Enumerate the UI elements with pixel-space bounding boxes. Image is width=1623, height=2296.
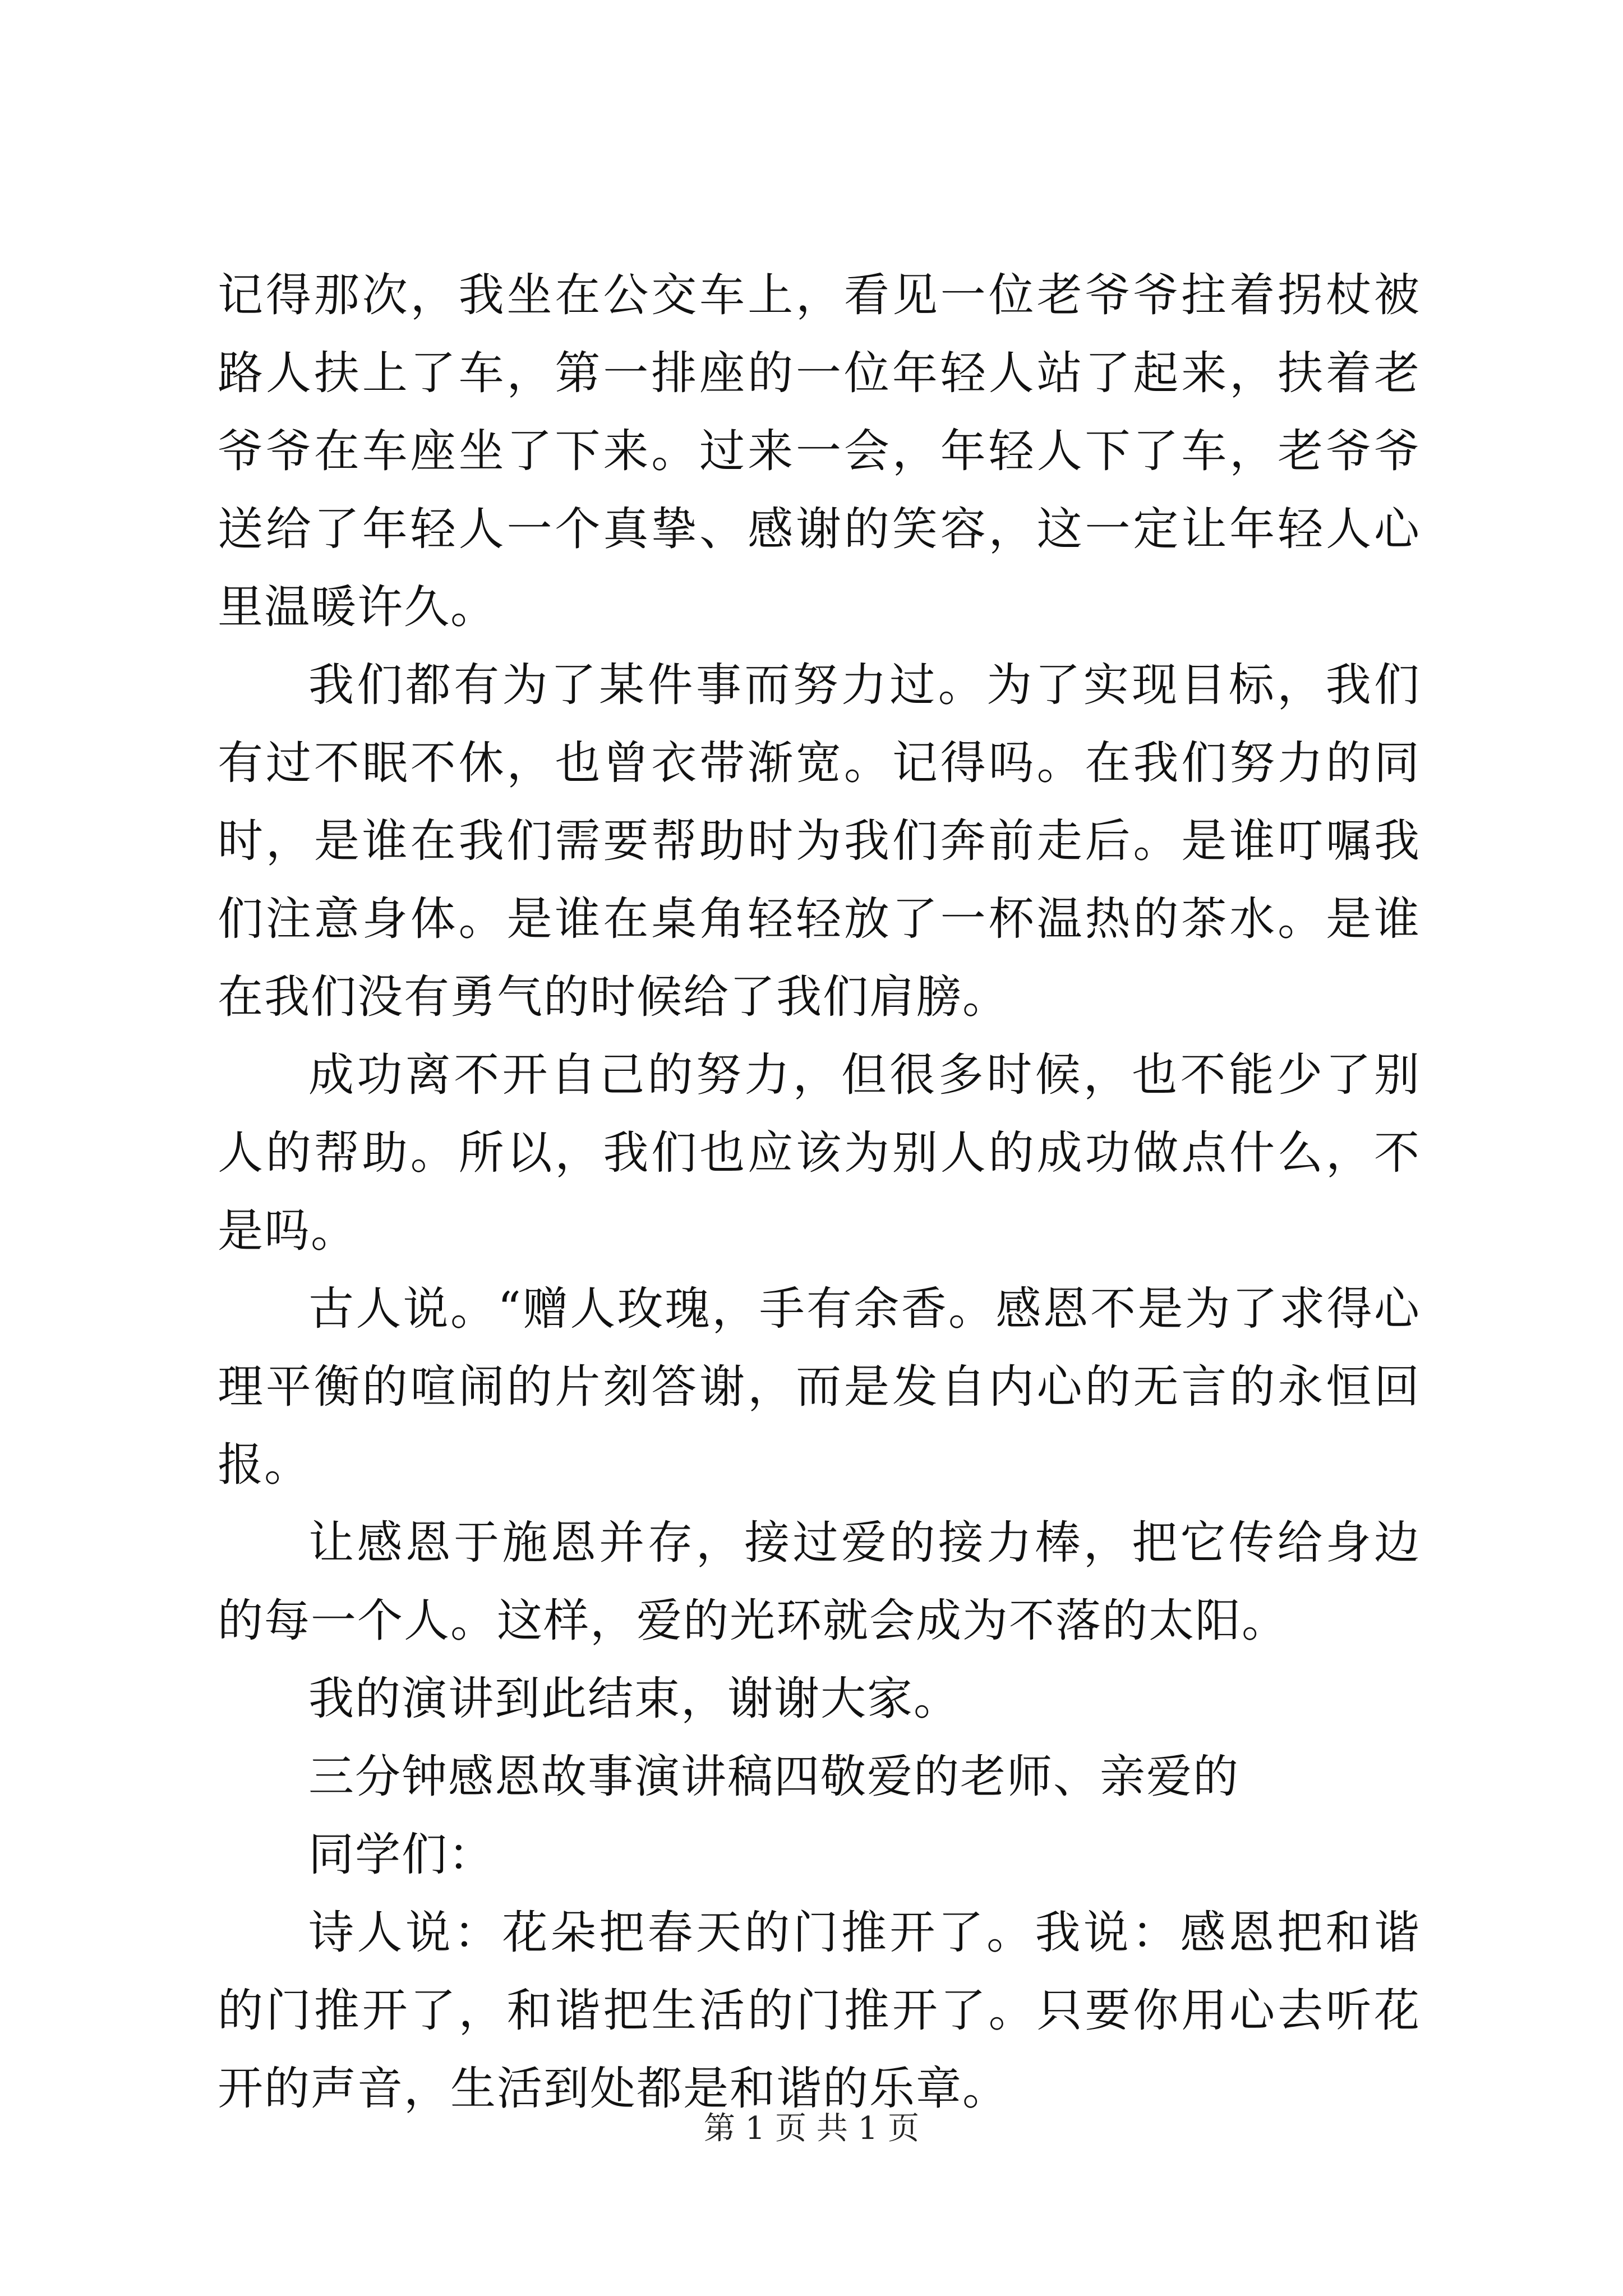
paragraph-7: 三分钟感恩故事演讲稿四敬爱的老师、亲爱的 <box>308 1751 1240 1803</box>
paragraph-9: 诗人说：花朵把春天的门推开了。我说：感恩把和谐的门推开了，和谐把生活的门推开了。只要你用心去听花开的声音，生活到处都是和谐的乐章。 <box>218 1907 1421 2115</box>
document-body <box>218 257 1421 2128</box>
paragraph-8: 同学们： <box>308 1829 495 1881</box>
paragraph-1: 记得那次，我坐在公交车上，看见一位老爷爷拄着拐杖被路人扶上了车，第一排座的一位年轻人站了起来，扶着老爷爷在车座坐了下来。过来一会，年轻人下了车，老爷爷送给了年轻人一个真挚、感谢的笑容，这一定让年轻人心里温暖许久。 <box>218 269 1421 634</box>
page-footer: 第 1 页 共 1 页 <box>703 2110 920 2147</box>
paragraph-6: 我的演讲到此结束，谢谢大家。 <box>308 1673 961 1726</box>
paragraph-4: 古人说。“赠人玫瑰，手有余香。感恩不是为了求得心理平衡的喧闹的片刻答谢，而是发自内心的无言的永恒回报。 <box>218 1283 1421 1492</box>
paragraph-3: 成功离不开自己的努力，但很多时候，也不能少了别人的帮助。所以，我们也应该为别人的成功做点什么，不是吗。 <box>218 1049 1421 1258</box>
paragraph-5: 让感恩于施恩并存，接过爱的接力棒，把它传给身边的每一个人。这样，爱的光环就会成为不落的太阳。 <box>218 1517 1421 1648</box>
paragraph-2: 我们都有为了某件事而努力过。为了实现目标，我们有过不眠不休，也曾衣带渐宽。记得吗。在我们努力的同时，是谁在我们需要帮助时为我们奔前走后。是谁叮嘱我们注意身体。是谁在桌角轻轻放了一杯温热的茶水。是谁在我们没有勇气的时候给了我们肩膀。 <box>218 659 1421 1024</box>
